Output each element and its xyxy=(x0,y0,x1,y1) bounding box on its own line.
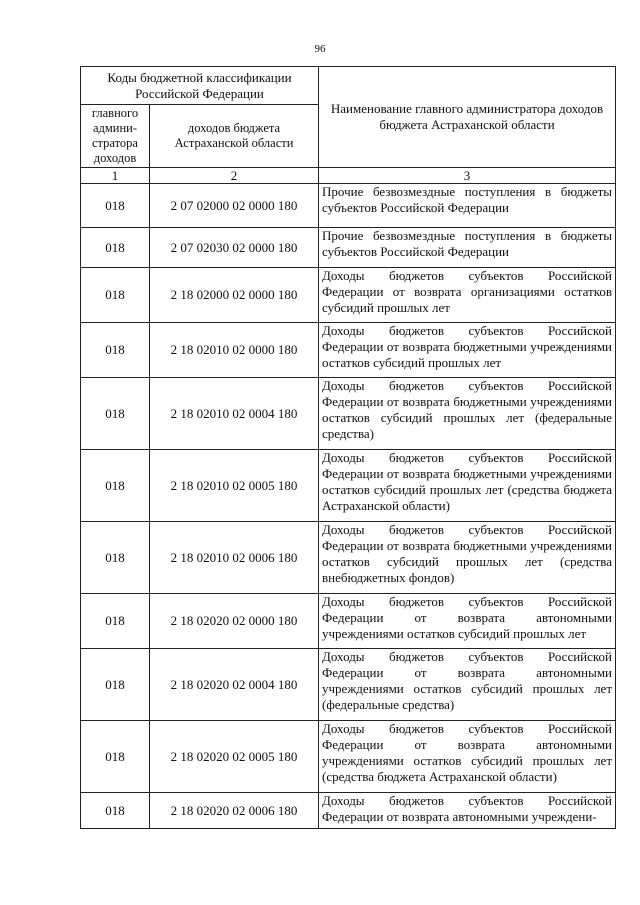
revenue-name-cell: Доходы бюджетов субъектов Российской Федерации от возврата автономными учреждениями остатков субсидий прошлых лет xyxy=(319,594,616,649)
admin-code-cell: 018 xyxy=(81,594,150,649)
budget-code-cell: 2 18 02010 02 0000 180 xyxy=(150,323,319,378)
table-row xyxy=(81,184,616,228)
budget-code-cell: 2 18 02020 02 0000 180 xyxy=(150,594,319,649)
admin-code-cell: 018 xyxy=(81,323,150,378)
revenue-name-cell: Доходы бюджетов субъектов Российской Федерации от возврата бюджетными учреждениями остатков субсидий прошлых лет (федеральные средства) xyxy=(319,378,616,450)
name-column-header: Наименование главного администратора доходов бюджета Астраханской области xyxy=(319,67,616,168)
revenue-name-cell: Доходы бюджетов субъектов Российской Федерации от возврата организациями остатков субсидий прошлых лет xyxy=(319,268,616,323)
revenue-name-cell: Прочие безвозмездные поступления в бюджеты субъектов Российской Федерации xyxy=(319,184,616,228)
budget-code-cell: 2 07 02000 02 0000 180 xyxy=(150,184,319,228)
table-row xyxy=(81,450,616,522)
revenue-name-cell: Доходы бюджетов субъектов Российской Федерации от возврата бюджетными учреждениями остатков субсидий прошлых лет (средства внебюджетных фондов) xyxy=(319,522,616,594)
revenue-name-cell: Доходы бюджетов субъектов Российской Федерации от возврата автономными учреждени- xyxy=(319,793,616,829)
budget-code-cell: 2 18 02000 02 0000 180 xyxy=(150,268,319,323)
admin-code-cell: 018 xyxy=(81,649,150,721)
table-row xyxy=(81,323,616,378)
admin-code-cell: 018 xyxy=(81,450,150,522)
budget-code-cell: 2 18 02020 02 0005 180 xyxy=(150,721,319,793)
revenue-name-cell: Доходы бюджетов субъектов Российской Федерации от возврата бюджетными учреждениями остатков субсидий прошлых лет (средства бюджета Астраханской области) xyxy=(319,450,616,522)
admin-column-header: главного админи-стратора доходов xyxy=(81,105,150,168)
revenue-name-cell: Доходы бюджетов субъектов Российской Федерации от возврата бюджетными учреждениями остатков субсидий прошлых лет xyxy=(319,323,616,378)
column-number-3: 3 xyxy=(319,168,616,184)
table-row xyxy=(81,228,616,268)
revenue-name-cell: Прочие безвозмездные поступления в бюджеты субъектов Российской Федерации xyxy=(319,228,616,268)
code-column-header: доходов бюджета Астраханской области xyxy=(150,105,319,168)
admin-code-cell: 018 xyxy=(81,522,150,594)
table-body xyxy=(81,184,616,829)
table-row xyxy=(81,649,616,721)
table-row xyxy=(81,594,616,649)
table-row xyxy=(81,268,616,323)
admin-code-cell: 018 xyxy=(81,793,150,829)
budget-codes-table xyxy=(80,66,616,829)
admin-code-cell: 018 xyxy=(81,268,150,323)
admin-code-cell: 018 xyxy=(81,378,150,450)
budget-code-cell: 2 18 02010 02 0004 180 xyxy=(150,378,319,450)
table-row xyxy=(81,721,616,793)
group-header: Коды бюджетной классификации Российской Федерации xyxy=(81,67,319,105)
column-number-2: 2 xyxy=(150,168,319,184)
revenue-name-cell: Доходы бюджетов субъектов Российской Федерации от возврата автономными учреждениями остатков субсидий прошлых лет (средства бюджета Астраханской области) xyxy=(319,721,616,793)
page-number: 96 xyxy=(314,43,326,55)
budget-code-cell: 2 18 02020 02 0006 180 xyxy=(150,793,319,829)
admin-code-cell: 018 xyxy=(81,184,150,228)
table-row xyxy=(81,793,616,829)
budget-code-cell: 2 18 02010 02 0006 180 xyxy=(150,522,319,594)
table-row xyxy=(81,522,616,594)
revenue-name-cell: Доходы бюджетов субъектов Российской Федерации от возврата автономными учреждениями остатков субсидий прошлых лет (федеральные средства) xyxy=(319,649,616,721)
table-row xyxy=(81,378,616,450)
admin-code-cell: 018 xyxy=(81,721,150,793)
budget-code-cell: 2 18 02020 02 0004 180 xyxy=(150,649,319,721)
budget-code-cell: 2 18 02010 02 0005 180 xyxy=(150,450,319,522)
column-number-1: 1 xyxy=(81,168,150,184)
budget-code-cell: 2 07 02030 02 0000 180 xyxy=(150,228,319,268)
admin-code-cell: 018 xyxy=(81,228,150,268)
